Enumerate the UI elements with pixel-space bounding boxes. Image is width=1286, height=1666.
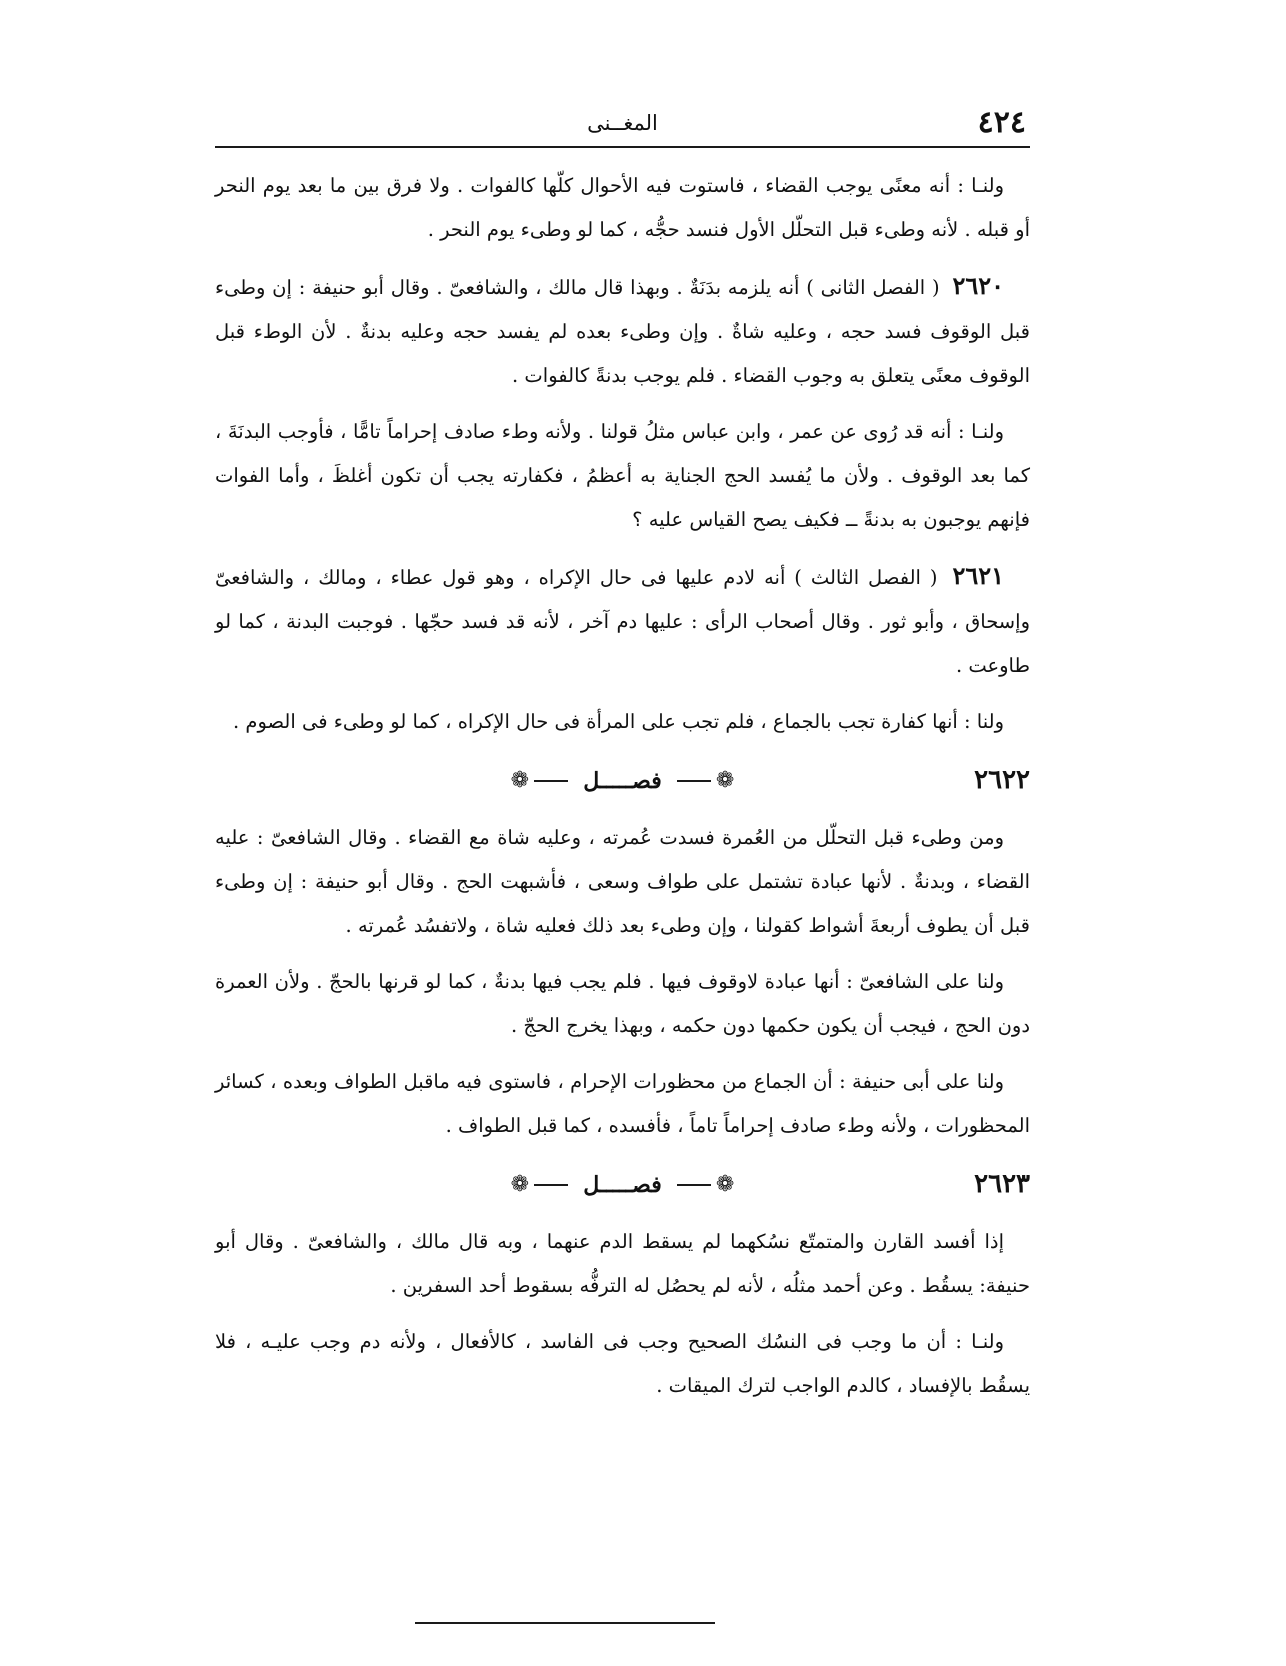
paragraph <box>215 164 1030 252</box>
running-title: المغــنى <box>587 111 658 135</box>
page-header <box>215 100 1030 148</box>
paragraph-text: ولنـا : أنه قد رُوى عن عمر ، وابن عباس مثلُ قولنا . ولأنه وطء صادف إحراماً تامًّا ، فأوجب البدنَةَ ، كما بعد الوقوف . ولأن ما يُفسد الحج الجناية به أعظمُ ، فكفارته يجب أن تكون أغلظَ ، وأما الفوات فإنهم يوجبون به بدنةً ــ فكيف يصح القياس عليه ؟ <box>215 420 1030 531</box>
book-page <box>215 100 1030 1640</box>
paragraph <box>215 1060 1030 1148</box>
issue-number: ٢٦٢١ <box>952 561 1004 590</box>
paragraph <box>215 554 1030 688</box>
ornament-icon: ❁ <box>510 1171 530 1197</box>
paragraph <box>215 1220 1030 1308</box>
paragraph-text: ولنا : أنها كفارة تجب بالجماع ، فلم تجب على المرأة فى حال الإكراه ، كما لو وطىء فى الصوم . <box>232 710 1004 733</box>
paragraph-text: ولنـا : أنه معنًى يوجب القضاء ، فاستوت فيه الأحوال كلّها كالفوات . ولا فرق بين ما بعد يوم النحر أو قبله . لأنه وطىء قبل التحلّل الأول فنسد حجُّه ، كما لو وطىء يوم النحر . <box>215 174 1030 241</box>
paragraph <box>215 700 1030 744</box>
ornament-line <box>534 1184 568 1186</box>
paragraph-text: ( الفصل الثالث ) أنه لادم عليها فى حال الإكراه ، وهو قول عطاء ، ومالك ، والشافعىّ وإسحاق ، وأبو ثور . وقال أصحاب الرأى : عليها دم آخر ، لأنه قد فسد حجّها . فوجبت البدنة ، كما لو طاوعت . <box>215 566 1030 677</box>
section-number: ٢٦٢٢ <box>974 765 1030 795</box>
section-title-wrap <box>215 760 1030 801</box>
paragraph <box>215 1320 1030 1408</box>
paragraph-text: إذا أفسد القارن والمتمتّع نسُكهما لم يسقط الدم عنهما ، وبه قال مالك ، والشافعىّ . وقال أبو حنيفة: يسقُط . وعن أحمد مثلُه ، لأنه لم يحصُل له الترفُّه بسقوط أحد السفرين . <box>215 1230 1030 1297</box>
page-number: ٤٢٤ <box>977 105 1026 140</box>
ornament-icon: ❁ <box>715 767 735 793</box>
ornament-line <box>677 780 711 782</box>
section-title: فصـــــل <box>583 1171 662 1198</box>
ornament-line <box>534 780 568 782</box>
section-heading <box>215 1160 1030 1210</box>
ornament-line <box>677 1184 711 1186</box>
paragraph-text: ومن وطىء قبل التحلّل من العُمرة فسدت عُمرته ، وعليه شاة مع القضاء . وقال الشافعىّ : عليه القضاء ، وبدنةٌ . لأنها عبادة تشتمل على طواف وسعى ، فأشبهت الحج . وقال أبو حنيفة : إن وطىء قبل أن يطوف أربعةَ أشواط كقولنا ، وإن وطىء بعد ذلك فعليه شاة ، ولاتفسُد عُمرته . <box>215 826 1030 937</box>
paragraph-text: ولنا على أبى حنيفة : أن الجماع من محظورات الإحرام ، فاستوى فيه ماقبل الطواف وبعده ، كسائر المحظورات ، ولأنه وطء صادف إحراماً تاماً ، فأفسده ، كما قبل الطواف . <box>215 1070 1030 1137</box>
issue-number: ٢٦٢٠ <box>952 271 1004 300</box>
paragraph-text: ولنا على الشافعىّ : أنها عبادة لاوقوف فيها . فلم يجب فيها بدنةٌ ، كما لو قرنها بالحجّ . ولأن العمرة دون الحج ، فيجب أن يكون حكمها دون حكمه ، وبهذا يخرج الحجّ . <box>215 970 1030 1037</box>
section-number: ٢٦٢٣ <box>974 1169 1030 1199</box>
section-title: فصـــــل <box>583 767 662 794</box>
ornament-icon: ❁ <box>715 1171 735 1197</box>
paragraph-text: ( الفصل الثانى ) أنه يلزمه بدَنَةٌ . وبهذا قال مالك ، والشافعىّ . وقال أبو حنيفة : إن وطىء قبل الوقوف فسد حجه ، وعليه شاةٌ . وإن وطىء بعده لم يفسد حجه وعليه بدنةٌ . لأن الوطء قبل الوقوف معنًى يتعلق به وجوب القضاء . فلم يوجب بدنةً كالفوات . <box>215 276 1030 387</box>
footer-rule <box>415 1622 715 1624</box>
page-body <box>215 148 1030 1408</box>
paragraph-text: ولنـا : أن ما وجب فى النسُك الصحيح وجب فى الفاسد ، كالأفعال ، ولأنه دم وجب عليـه ، فلا يسقُط بالإفساد ، كالدم الواجب لترك الميقات . <box>215 1330 1030 1397</box>
section-heading <box>215 756 1030 806</box>
ornament-icon: ❁ <box>510 767 530 793</box>
paragraph <box>215 264 1030 398</box>
paragraph <box>215 816 1030 948</box>
section-title-wrap <box>215 1164 1030 1205</box>
paragraph <box>215 960 1030 1048</box>
paragraph <box>215 410 1030 542</box>
